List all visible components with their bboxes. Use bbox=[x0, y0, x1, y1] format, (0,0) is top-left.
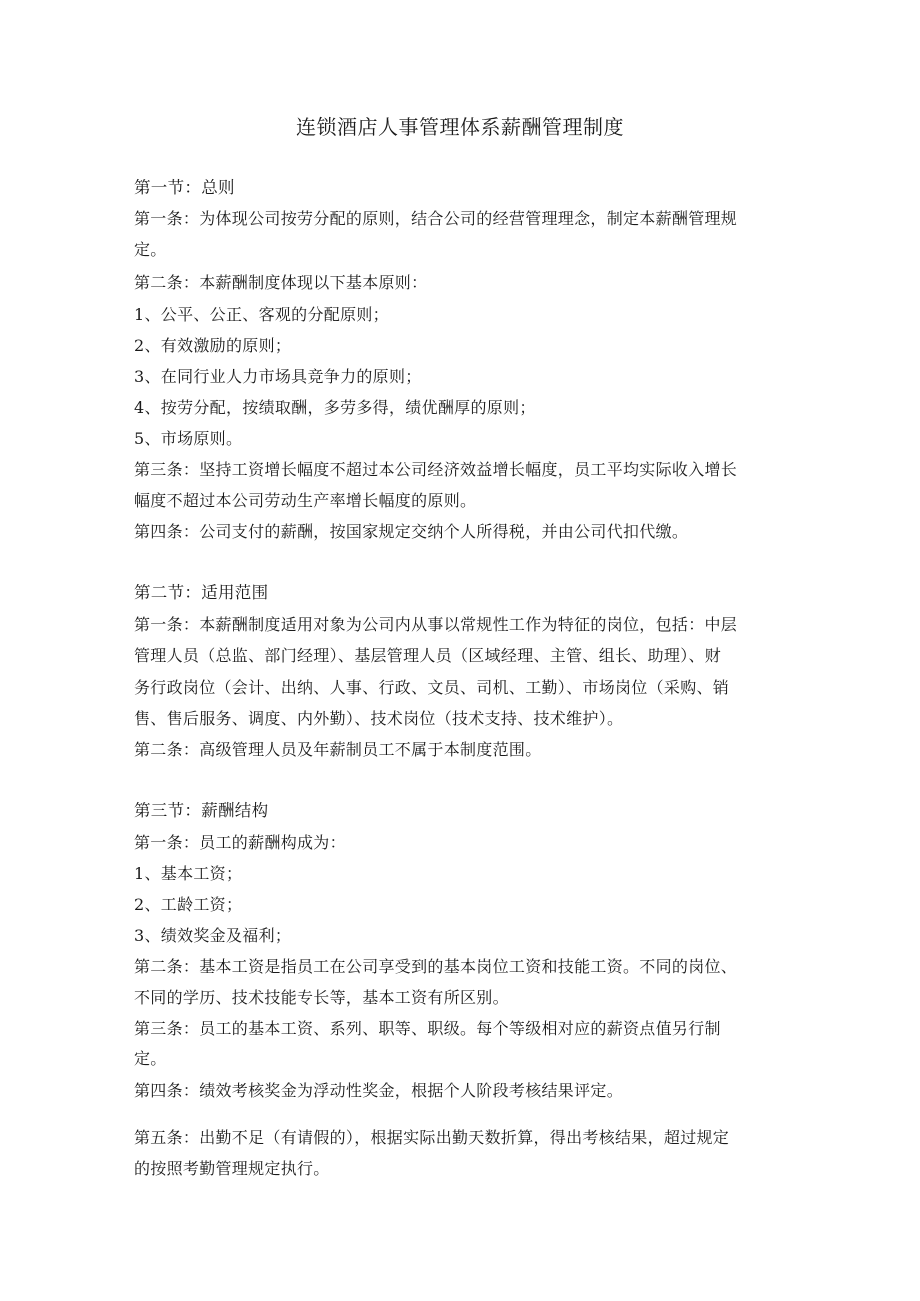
list-item: 4、按劳分配，按绩取酬，多劳多得，绩优酬厚的原则； bbox=[134, 398, 536, 417]
paragraph-line: 第一条：员工的薪酬构成为： bbox=[134, 833, 346, 852]
list-item: 1、公平、公正、客观的分配原则； bbox=[134, 305, 389, 324]
paragraph-line: 第二条：本薪酬制度体现以下基本原则： bbox=[134, 273, 428, 292]
paragraph-line: 第二条：高级管理人员及年薪制员工不属于本制度范围。 bbox=[134, 740, 542, 759]
paragraph-line: 第一条：为体现公司按劳分配的原则，结合公司的经营管理理念，制定本薪酬管理规 bbox=[134, 209, 738, 228]
paragraph-line: 第五条：出勤不足（有请假的），根据实际出勤天数折算，得出考核结果，超过规定 bbox=[134, 1128, 730, 1147]
section-heading-scope: 第二节：适用范围 bbox=[134, 583, 269, 602]
document-title: 连锁酒店人事管理体系薪酬管理制度 bbox=[296, 115, 624, 139]
paragraph-line: 定。 bbox=[134, 1049, 167, 1068]
paragraph-line: 务行政岗位（会计、出纳、人事、行政、文员、司机、工勤）、市场岗位（采购、销 bbox=[134, 678, 730, 697]
list-item: 2、工龄工资； bbox=[134, 895, 243, 914]
paragraph-line: 第一条：本薪酬制度适用对象为公司内从事以常规性工作为特征的岗位，包括：中层 bbox=[134, 615, 738, 634]
paragraph-line: 第四条：绩效考核奖金为浮动性奖金，根据个人阶段考核结果评定。 bbox=[134, 1081, 624, 1100]
list-item: 2、有效激励的原则； bbox=[134, 336, 292, 355]
section-heading-structure: 第三节：薪酬结构 bbox=[134, 801, 269, 820]
paragraph-line: 第四条：公司支付的薪酬，按国家规定交纳个人所得税，并由公司代扣代缴。 bbox=[134, 522, 689, 541]
paragraph-line: 第三条：员工的基本工资、系列、职等、职级。每个等级相对应的薪资点值另行制 bbox=[134, 1019, 721, 1038]
paragraph-line: 售、售后服务、调度、内外勤）、技术岗位（技术支持、技术维护）。 bbox=[134, 709, 624, 728]
section-heading-general: 第一节：总则 bbox=[134, 178, 235, 197]
paragraph-line: 的按照考勤管理规定执行。 bbox=[134, 1159, 330, 1178]
list-item: 3、绩效奖金及福利； bbox=[134, 926, 292, 945]
paragraph-line: 管理人员（总监、部门经理）、基层管理人员（区域经理、主管、组长、助理）、财 bbox=[134, 646, 722, 665]
paragraph-line: 幅度不超过本公司劳动生产率增长幅度的原则。 bbox=[134, 491, 477, 510]
list-item: 3、在同行业人力市场具竞争力的原则； bbox=[134, 367, 422, 386]
list-item: 5、市场原则。 bbox=[134, 429, 243, 448]
paragraph-line: 不同的学历、技术技能专长等，基本工资有所区别。 bbox=[134, 988, 509, 1007]
paragraph-line: 第三条：坚持工资增长幅度不超过本公司经济效益增长幅度，员工平均实际收入增长 bbox=[134, 460, 738, 479]
paragraph-line: 定。 bbox=[134, 240, 167, 259]
list-item: 1、基本工资； bbox=[134, 864, 243, 883]
paragraph-line: 第二条：基本工资是指员工在公司享受到的基本岗位工资和技能工资。不同的岗位、 bbox=[134, 957, 738, 976]
